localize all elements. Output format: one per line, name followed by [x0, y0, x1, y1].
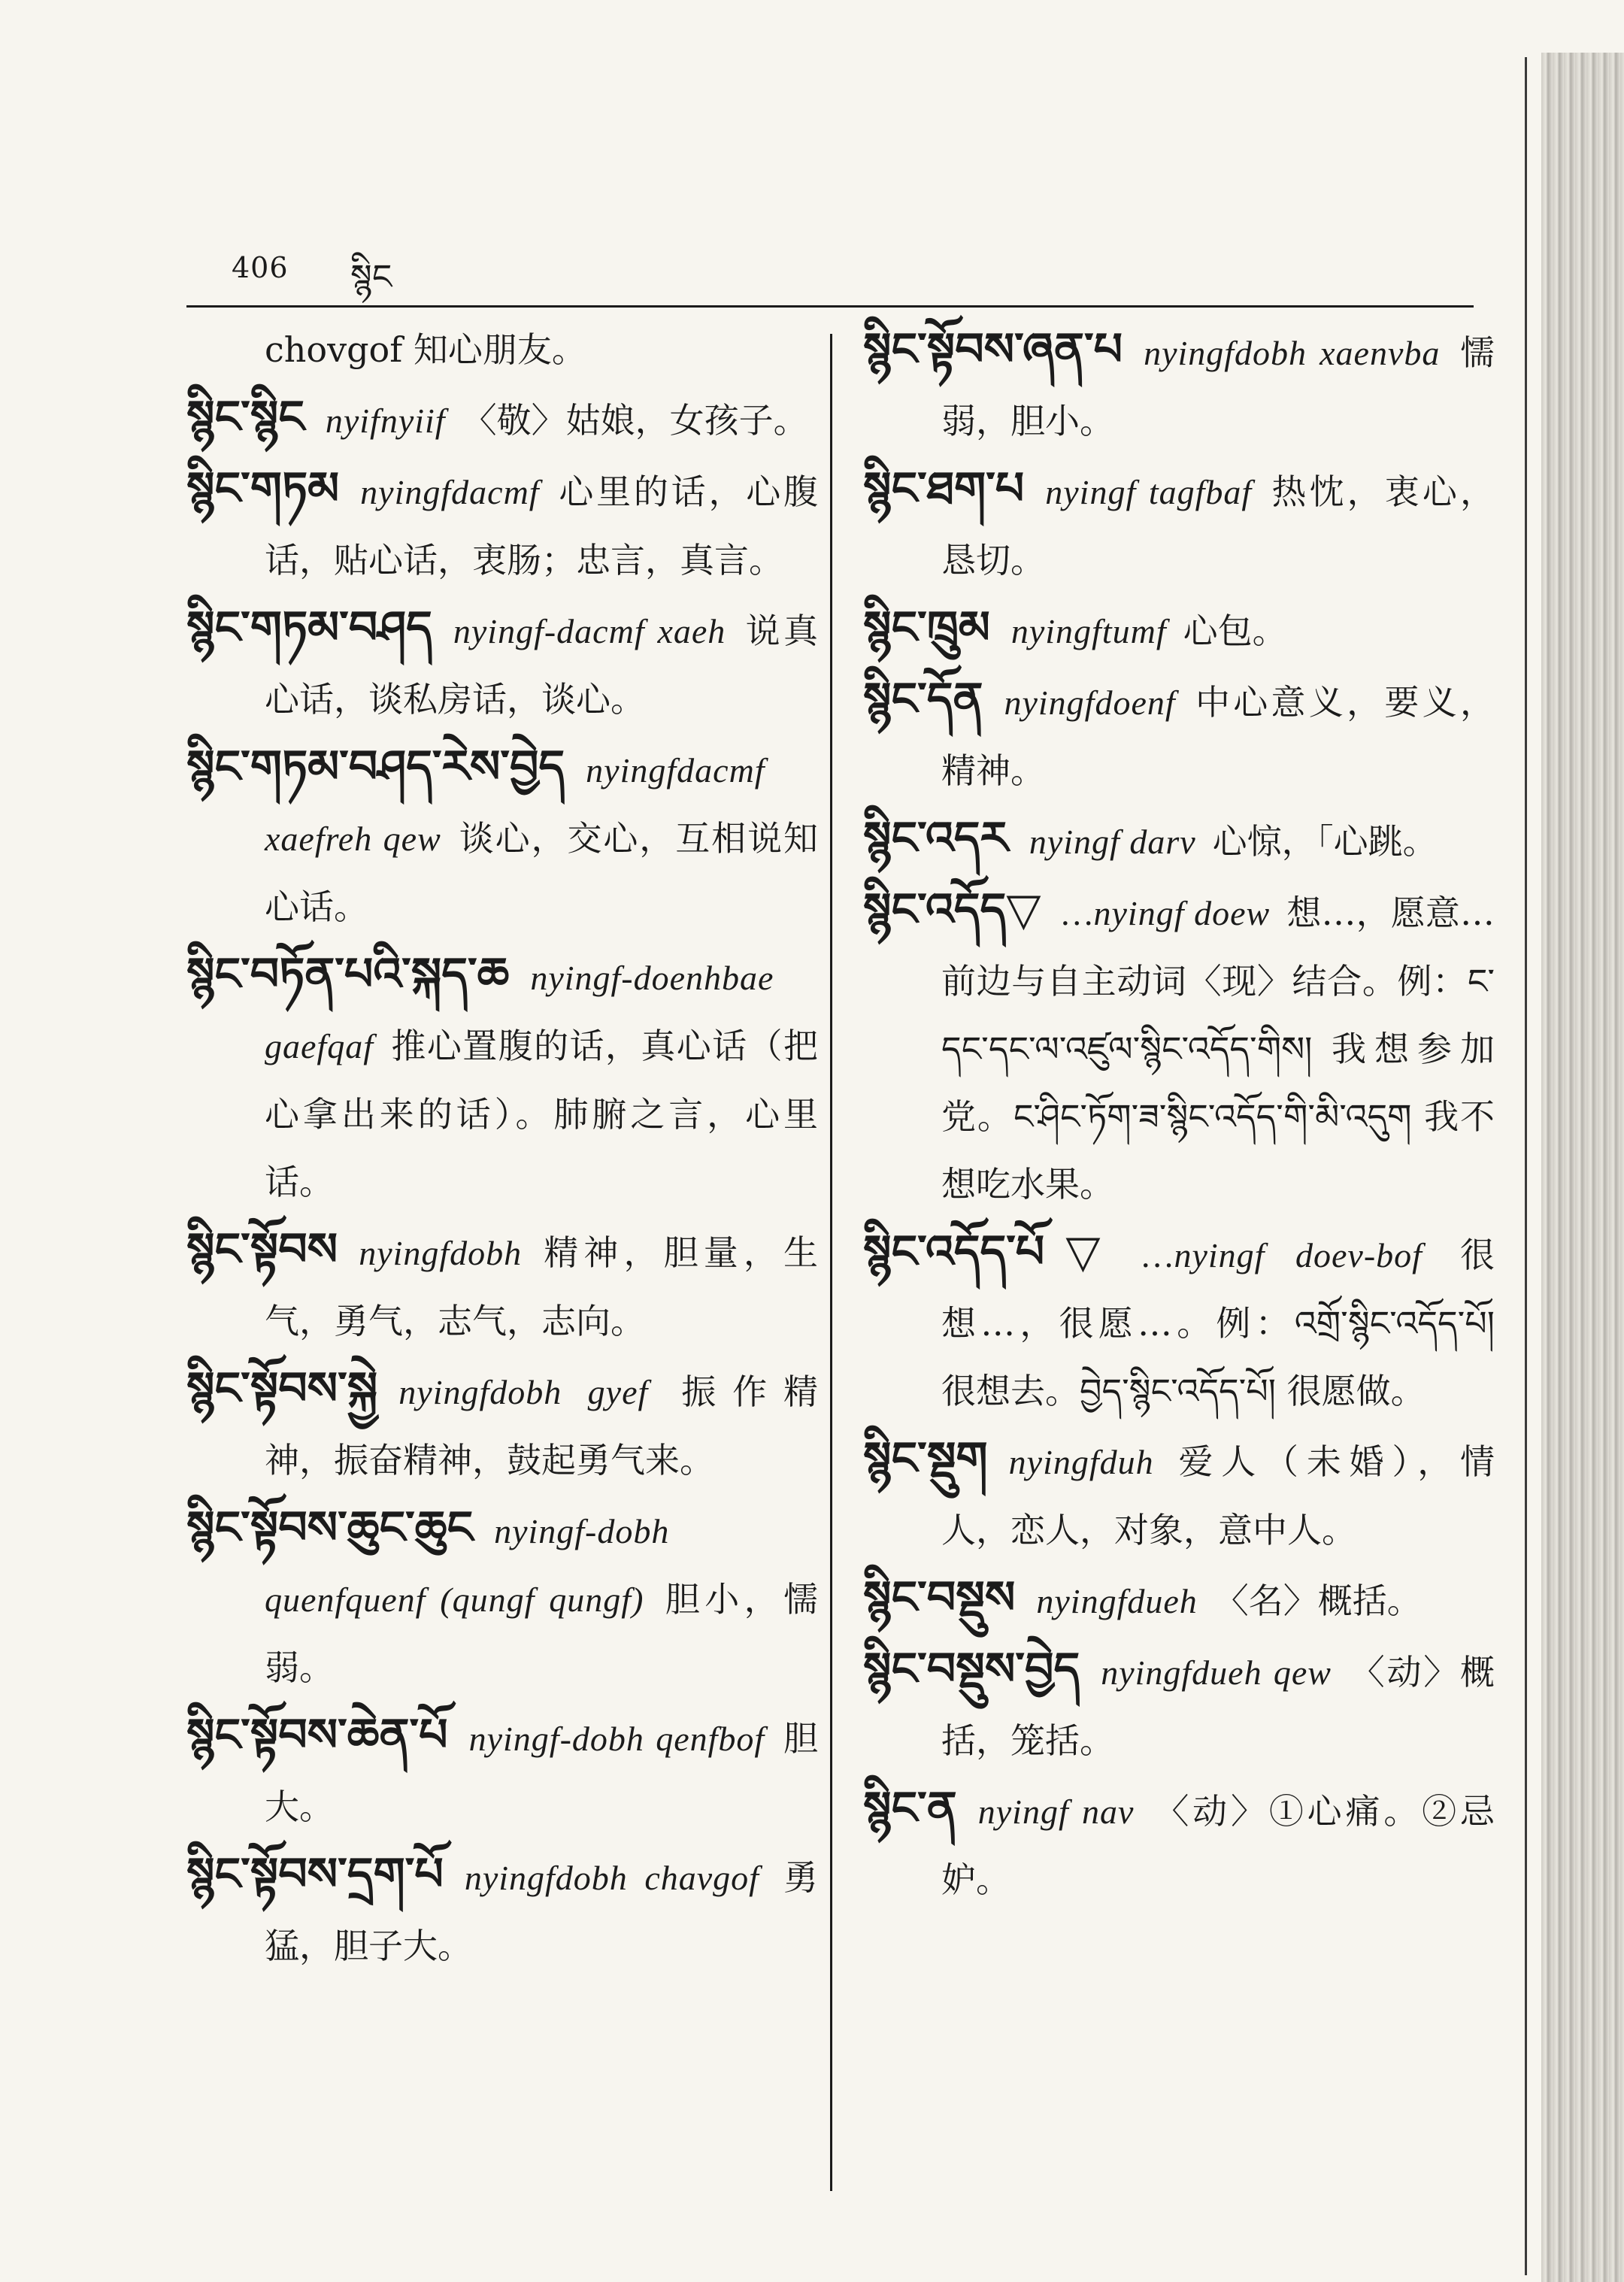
- romanization: nyingfdobh xaenvba: [1144, 334, 1441, 372]
- romanization: nyingfdobh gyef: [398, 1373, 649, 1411]
- definition-text: 很想…，很愿…。例：འགྲོ་སྙིང་འདོད་པོ། 很想去。བྱེད་སྙིང་འདོད་པོ། 很愿做。: [941, 1235, 1495, 1411]
- definition-text: 振作精神，振奋精神，鼓起勇气来。: [265, 1371, 818, 1480]
- running-head: སྙིང: [350, 256, 392, 297]
- headword-tibetan: སྙིང་ཁྲུམ: [863, 602, 990, 654]
- romanization: nyingfdobh: [359, 1234, 523, 1272]
- definition-text: 勇猛，胆子大。: [265, 1857, 819, 1966]
- headword-tibetan: སྙིང་གཏམ: [186, 462, 340, 515]
- dictionary-entry: [186, 733, 818, 941]
- dictionary-entry: [863, 1218, 1495, 1425]
- definition-text: 〈敬〉姑娘，女孩子。: [462, 400, 808, 441]
- dictionary-entry: [186, 1216, 818, 1355]
- headword-tibetan: སྙིང་སྟོབས་ཞན་པ: [863, 323, 1123, 376]
- dictionary-entry: [186, 1494, 818, 1702]
- romanization: nyingf-dobh qenfbof: [468, 1720, 765, 1758]
- definition-text: 心里的话，心腹话，贴心话，衷肠；忠言，真言。: [265, 471, 818, 580]
- headword-tibetan: སྙིང་སྟོབས་དྲག་པོ: [186, 1848, 444, 1901]
- headword-tibetan: སྙིང་སྟོབས་སྐྱེ: [186, 1362, 378, 1415]
- scanned-page-edge: [1541, 53, 1624, 2282]
- definition-text: 精神，胆量，生气，勇气，志气，志向。: [265, 1232, 818, 1341]
- definition-text: 谈心，交心，互相说知心话。: [265, 818, 818, 927]
- headword-tibetan: སྙིང་དོན: [863, 673, 983, 726]
- dictionary-entry: [863, 1635, 1495, 1774]
- dictionary-entry: [186, 1841, 818, 1980]
- dictionary-entry: [186, 594, 818, 733]
- headword-tibetan: སྙིང་ན: [863, 1782, 957, 1835]
- romanization: nyingf nav: [977, 1793, 1135, 1831]
- definition-text: 爱人（未婚），情人，恋人，对象，意中人。: [941, 1441, 1495, 1550]
- definition-text: 说真心话，谈私房话，谈心。: [265, 611, 819, 720]
- right-column: [863, 316, 1495, 1914]
- definition-text: 想…，愿意…前边与自主动词〈现〉结合。例：ང་དང་དང་ལ་འཛུལ་སྙིང་འདོད་གིས། 我想参加党。ང་ཤིང་ཏོག་ཟ་སྙིང་འདོད་གི་མི་འདུག 我不想吃水果。: [941, 892, 1495, 1205]
- headword-tibetan: སྙིང་སྙིང: [186, 391, 304, 444]
- romanization: nyingfdacmf xaefreh qew: [265, 751, 765, 858]
- definition-text: 〈名〉概括。: [1213, 1580, 1422, 1621]
- definition-text: 热忱，衷心，恳切。: [941, 471, 1495, 580]
- headword-tibetan: སྙིང་གཏམ་བཤད: [186, 602, 432, 654]
- romanization: …nyingf doew: [1062, 894, 1271, 932]
- headword-tibetan: སྙིང་སྟོབས་ཆེན་པོ: [186, 1709, 448, 1762]
- definition-text: 〈动〉概括，笼括。: [941, 1652, 1495, 1761]
- romanization: nyingfdueh: [1036, 1582, 1198, 1620]
- dictionary-entry: [186, 316, 818, 383]
- dictionary-entry: [863, 876, 1495, 1218]
- page-edge-line: [1525, 57, 1527, 2275]
- romanization: nyingfdoenf: [1004, 683, 1176, 722]
- dictionary-entry: [186, 455, 818, 594]
- dictionary-entry: [863, 316, 1495, 455]
- romanization: nyingf-dacmf xaeh: [453, 612, 726, 650]
- headword-tibetan: སྙིང་སྟོབས་ཆུང་ཆུང: [186, 1502, 474, 1554]
- dictionary-entry: [863, 1564, 1495, 1635]
- romanization: nyingfdueh qew: [1101, 1653, 1332, 1692]
- dictionary-entry: [186, 1702, 818, 1841]
- romanization: nyingfdacmf: [360, 473, 540, 511]
- headword-tibetan: སྙིང་སྟོབས: [186, 1223, 338, 1276]
- dictionary-entry: [186, 383, 818, 455]
- headword-tibetan: སྙིང་བསྡུས་བྱེད: [863, 1643, 1080, 1696]
- headword-tibetan: སྙིང་སྡུག: [863, 1432, 988, 1485]
- definition-text: 心包。: [1183, 611, 1287, 651]
- dictionary-entry: [863, 1774, 1495, 1914]
- header-rule: [186, 305, 1474, 308]
- page-number: 406: [232, 251, 289, 284]
- dictionary-entry: [186, 941, 818, 1216]
- left-column: [186, 316, 818, 1980]
- dictionary-entry: [863, 1425, 1495, 1564]
- headword-tibetan: སྙིང་འདོད▽: [863, 883, 1041, 936]
- definition-text: 胆小，懦弱。: [265, 1579, 819, 1688]
- definition-text: chovgof 知心朋友。: [265, 329, 586, 370]
- romanization: nyingf-doenhbae gaefqaf: [265, 959, 774, 1065]
- romanization: nyingf darv: [1029, 823, 1196, 861]
- romanization: nyingf tagfbaf: [1045, 473, 1253, 511]
- headword-tibetan: སྙིང་གཏམ་བཤད་རེས་བྱེད: [186, 741, 565, 793]
- dictionary-entry: [863, 594, 1495, 665]
- headword-tibetan: སྙིང་འདར: [863, 812, 1008, 865]
- romanization: nyingfduh: [1008, 1443, 1154, 1481]
- romanization: nyingf-dobh quenfquenf (qungf qungf): [265, 1512, 670, 1619]
- headword-tibetan: སྙིང་ཐག་པ: [863, 462, 1025, 515]
- headword-tibetan: སྙིང་བསྡུས: [863, 1571, 1016, 1624]
- definition-text: 胆大。: [265, 1718, 818, 1827]
- dictionary-entry: [186, 1355, 818, 1494]
- romanization: nyifnyiif: [325, 402, 446, 440]
- romanization: …nyingf doev-bof: [1142, 1236, 1423, 1274]
- definition-text: 心惊，「心跳。: [1212, 821, 1438, 862]
- romanization: nyingftumf: [1010, 612, 1167, 650]
- headword-tibetan: སྙིང་འདོད་པོ▽: [863, 1226, 1122, 1278]
- definition-text: 中心意义，要义，精神。: [941, 682, 1495, 791]
- definition-text: 懦弱，胆小。: [941, 332, 1495, 441]
- column-divider: [830, 334, 832, 2191]
- dictionary-entry: [863, 805, 1495, 876]
- headword-tibetan: སྙིང་བཏོན་པའི་སྐད་ཆ: [186, 948, 510, 1001]
- definition-text: 推心置腹的话，真心话（把心拿出来的话）。肺腑之言，心里话。: [265, 1026, 818, 1202]
- romanization: nyingfdobh chavgof: [464, 1859, 759, 1897]
- dictionary-entry: [863, 455, 1495, 594]
- definition-text: 〈动〉①心痛。②忌妒。: [941, 1791, 1495, 1900]
- dictionary-entry: [863, 665, 1495, 805]
